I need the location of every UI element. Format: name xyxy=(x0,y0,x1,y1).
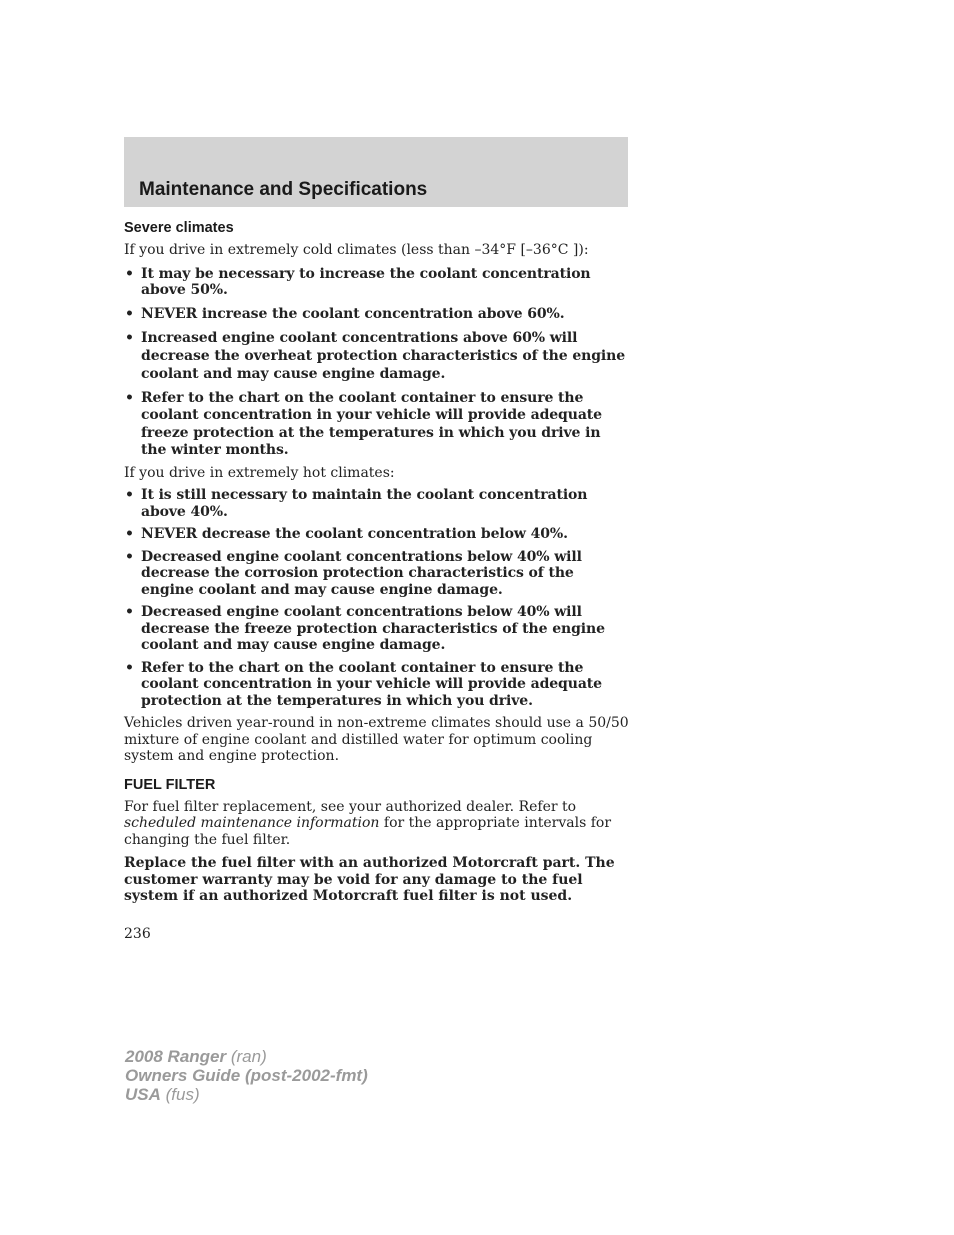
cold-intro: If you drive in extremely cold climates (less than –34°F [–36°C ]): xyxy=(124,242,589,258)
bullet-icon: • xyxy=(125,659,134,676)
cold-bullet-list xyxy=(124,266,630,460)
list-item: • It is still necessary to maintain the coolant concentration above 40%. xyxy=(125,487,588,520)
list-item: • Decreased engine coolant concentrations below 40% will decrease the corrosion protection characteristics of the engine coolant and may cause engine damage. xyxy=(125,548,582,598)
footer-line-model: 2008 Ranger (ran) xyxy=(125,1047,267,1066)
bullet-icon: • xyxy=(125,265,134,282)
bullet-icon: • xyxy=(125,548,134,565)
bullet-icon: • xyxy=(125,526,134,543)
closing-paragraph: Vehicles driven year-round in non-extreme climates should use a 50/50 mixture of engine coolant and distilled water for optimum cooling system and engine protection. xyxy=(124,715,629,765)
bullet-icon: • xyxy=(125,604,134,621)
bullet-icon: • xyxy=(125,487,134,504)
fuel-filter-warning: Replace the fuel filter with an authorized Motorcraft part. The customer warranty may be void for any damage to the fuel system if an authorized Motorcraft fuel filter is not used. xyxy=(124,855,615,905)
maintenance-reference: scheduled maintenance information xyxy=(124,815,380,832)
list-item: • Refer to the chart on the coolant container to ensure the coolant concentration in your vehicle will provide adequate freeze protection at the temperatures in which you drive in the winter months. xyxy=(125,390,602,459)
list-item: • It may be necessary to increase the coolant concentration above 50%. xyxy=(125,265,591,298)
hot-bullet-list xyxy=(124,487,630,709)
list-item: • Refer to the chart on the coolant container to ensure the coolant concentration in your vehicle will provide adequate protection at the temperatures in which you drive. xyxy=(125,659,602,709)
hot-intro: If you drive in extremely hot climates: xyxy=(124,464,395,481)
fuel-filter-paragraph: For fuel filter replacement, see your authorized dealer. Refer to scheduled maintenance information for the appropriate intervals for changing the fuel filter. xyxy=(124,798,612,848)
fuel-filter-heading: FUEL FILTER xyxy=(124,776,216,793)
page-content xyxy=(124,220,630,905)
bullet-icon: • xyxy=(125,305,134,322)
document-footer xyxy=(125,1047,368,1104)
list-item: • NEVER decrease the coolant concentration below 40%. xyxy=(125,526,568,543)
page-number: 236 xyxy=(124,926,151,942)
footer-line-market: USA (fus) xyxy=(125,1085,200,1104)
section-title: Maintenance and Specifications xyxy=(139,179,428,200)
bullet-icon: • xyxy=(125,390,134,406)
bullet-icon: • xyxy=(125,330,134,346)
list-item: • Decreased engine coolant concentrations below 40% will decrease the freeze protection characteristics of the engine coolant and may cause engine damage. xyxy=(125,604,605,654)
list-item: • Increased engine coolant concentrations above 60% will decrease the overheat protection characteristics of the engine coolant and may cause engine damage. xyxy=(125,330,625,382)
list-item: • NEVER increase the coolant concentration above 60%. xyxy=(125,305,565,322)
section-header-band xyxy=(124,137,628,207)
footer-line-guide: Owners Guide (post-2002-fmt) xyxy=(125,1066,368,1085)
severe-climates-heading: Severe climates xyxy=(124,220,234,236)
